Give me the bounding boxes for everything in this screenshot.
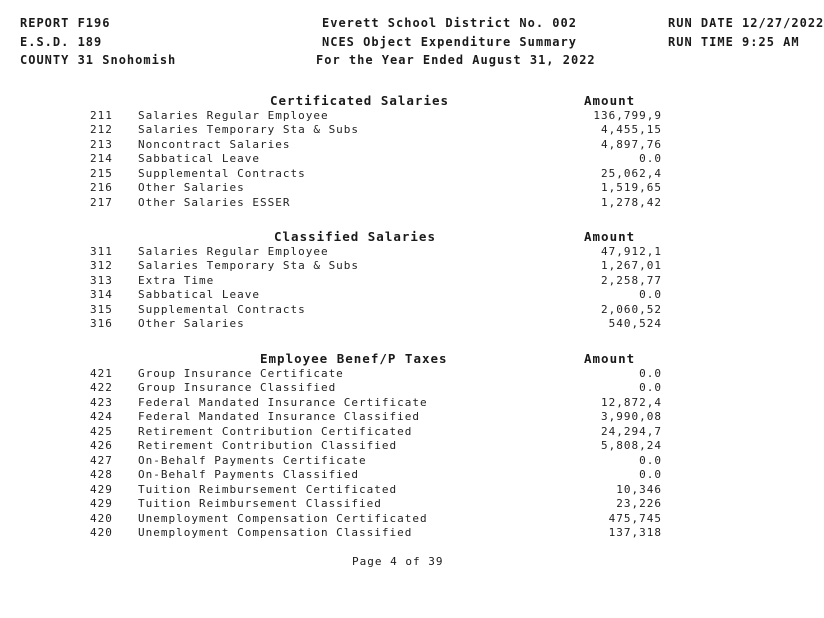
- object-description: Noncontract Salaries: [138, 138, 291, 151]
- object-amount: 47,912,1: [601, 245, 662, 258]
- object-code: 422: [90, 381, 113, 394]
- object-description: Salaries Temporary Sta & Subs: [138, 123, 360, 136]
- county-name: COUNTY 31 Snohomish: [20, 53, 177, 67]
- object-amount: 1,267,01: [601, 259, 662, 272]
- object-code: 313: [90, 274, 113, 287]
- run-date: RUN DATE 12/27/2022: [668, 16, 824, 30]
- object-code: 429: [90, 497, 113, 510]
- object-description: Salaries Regular Employee: [138, 109, 329, 122]
- page-number: Page 4 of 39: [352, 555, 444, 568]
- object-amount: 3,990,08: [601, 410, 662, 423]
- object-description: On-Behalf Payments Certificate: [138, 454, 367, 467]
- object-amount: 2,060,52: [601, 303, 662, 316]
- object-code: 426: [90, 439, 113, 452]
- object-description: Other Salaries ESSER: [138, 196, 291, 209]
- object-amount: 23,226: [616, 497, 662, 510]
- object-amount: 1,278,42: [601, 196, 662, 209]
- object-amount: 0.0: [639, 288, 662, 301]
- object-description: Unemployment Compensation Classified: [138, 526, 413, 539]
- object-code: 421: [90, 367, 113, 380]
- object-amount: 4,455,15: [601, 123, 662, 136]
- amount-header: Amount: [584, 351, 636, 366]
- report-id: REPORT F196: [20, 16, 111, 30]
- object-code: 423: [90, 396, 113, 409]
- object-description: Federal Mandated Insurance Classified: [138, 410, 421, 423]
- object-code: 215: [90, 167, 113, 180]
- object-amount: 0.0: [639, 381, 662, 394]
- object-description: Other Salaries: [138, 181, 245, 194]
- object-amount: 4,897,76: [601, 138, 662, 151]
- object-code: 428: [90, 468, 113, 481]
- object-description: Supplemental Contracts: [138, 303, 306, 316]
- section-title: Certificated Salaries: [270, 93, 450, 108]
- object-description: Extra Time: [138, 274, 215, 287]
- object-amount: 0.0: [639, 468, 662, 481]
- object-amount: 0.0: [639, 454, 662, 467]
- object-amount: 5,808,24: [601, 439, 662, 452]
- object-code: 420: [90, 512, 113, 525]
- object-description: Sabbatical Leave: [138, 152, 260, 165]
- object-code: 214: [90, 152, 113, 165]
- object-amount: 0.0: [639, 367, 662, 380]
- amount-header: Amount: [584, 93, 636, 108]
- object-amount: 10,346: [616, 483, 662, 496]
- object-amount: 0.0: [639, 152, 662, 165]
- object-code: 425: [90, 425, 113, 438]
- object-description: Retirement Contribution Classified: [138, 439, 398, 452]
- object-code: 429: [90, 483, 113, 496]
- object-amount: 2,258,77: [601, 274, 662, 287]
- object-description: Retirement Contribution Certificated: [138, 425, 413, 438]
- object-description: Group Insurance Certificate: [138, 367, 344, 380]
- object-amount: 25,062,4: [601, 167, 662, 180]
- object-code: 316: [90, 317, 113, 330]
- section-title: Employee Benef/P Taxes: [260, 351, 448, 366]
- object-description: Tuition Reimbursement Classified: [138, 497, 382, 510]
- object-code: 427: [90, 454, 113, 467]
- object-code: 217: [90, 196, 113, 209]
- object-code: 312: [90, 259, 113, 272]
- fiscal-period: For the Year Ended August 31, 2022: [316, 53, 596, 67]
- object-description: Group Insurance Classified: [138, 381, 337, 394]
- object-amount: 137,318: [608, 526, 662, 539]
- object-amount: 12,872,4: [601, 396, 662, 409]
- object-description: Unemployment Compensation Certificated: [138, 512, 428, 525]
- object-code: 314: [90, 288, 113, 301]
- amount-header: Amount: [584, 229, 636, 244]
- object-amount: 475,745: [608, 512, 662, 525]
- object-description: Tuition Reimbursement Certificated: [138, 483, 398, 496]
- object-amount: 1,519,65: [601, 181, 662, 194]
- object-amount: 136,799,9: [593, 109, 662, 122]
- object-code: 211: [90, 109, 113, 122]
- district-name: Everett School District No. 002: [322, 16, 577, 30]
- report-title: NCES Object Expenditure Summary: [322, 35, 577, 49]
- object-description: Salaries Regular Employee: [138, 245, 329, 258]
- object-code: 315: [90, 303, 113, 316]
- object-amount: 540,524: [608, 317, 662, 330]
- object-description: Other Salaries: [138, 317, 245, 330]
- object-code: 216: [90, 181, 113, 194]
- object-description: On-Behalf Payments Classified: [138, 468, 360, 481]
- object-description: Federal Mandated Insurance Certificate: [138, 396, 428, 409]
- object-amount: 24,294,7: [601, 425, 662, 438]
- object-code: 212: [90, 123, 113, 136]
- run-time: RUN TIME 9:25 AM: [668, 35, 800, 49]
- object-code: 311: [90, 245, 113, 258]
- object-code: 420: [90, 526, 113, 539]
- section-title: Classified Salaries: [274, 229, 436, 244]
- object-description: Salaries Temporary Sta & Subs: [138, 259, 360, 272]
- object-code: 424: [90, 410, 113, 423]
- esd-number: E.S.D. 189: [20, 35, 103, 49]
- object-description: Supplemental Contracts: [138, 167, 306, 180]
- object-description: Sabbatical Leave: [138, 288, 260, 301]
- object-code: 213: [90, 138, 113, 151]
